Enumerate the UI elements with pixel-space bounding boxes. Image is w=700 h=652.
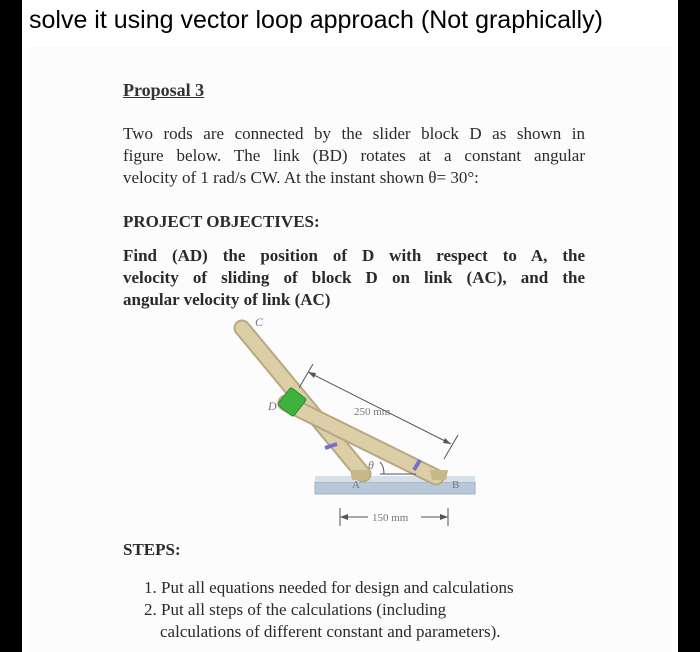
mechanism-figure [28,46,672,546]
arrow-head [443,438,451,444]
dim-ext-line [299,364,313,388]
ground-base [315,482,475,494]
label-d: D [268,399,277,413]
objective-line: angular velocity of link (AC) [123,290,331,309]
intro-line: figure below. The link (BD) rotates at a constant angular [123,146,585,165]
proposal-title: Proposal 3 [123,80,205,100]
objectives-heading: PROJECT OBJECTIVES: [123,212,320,231]
objective-line: velocity of sliding of block D on link (AC), and the [123,268,585,287]
pin-b [430,470,448,480]
intro-line: velocity of 1 rad/s CW. At the instant shown θ= 30°: [123,168,479,187]
label-c: C [255,315,264,329]
arrow-head [440,514,448,520]
label-b: B [452,479,460,491]
dim-250-label: 250 mm [354,406,391,418]
arrow-head [308,372,316,378]
step-line: 1. Put all equations needed for design and calculations [144,578,514,597]
header-bar [22,0,678,42]
theta-arc [380,462,384,474]
page [22,0,678,652]
step-line: calculations of different constant and parameters). [160,622,501,641]
step-line: 2. Put all steps of the calculations (including [144,600,447,619]
ground-top [315,476,475,482]
objective-line: Find (AD) the position of D with respect to A, the [123,246,585,265]
dim-ext-line [444,435,458,459]
steps-heading: STEPS: [123,540,181,559]
arrow-head [340,514,348,520]
label-a: A [352,479,360,491]
intro-line: Two rods are connected by the slider block D as shown in [123,124,585,143]
question-header: solve it using vector loop approach (Not graphically) [29,6,603,34]
label-theta: θ [368,458,374,472]
document-image [28,46,672,652]
dim-150-label: 150 mm [372,512,409,524]
